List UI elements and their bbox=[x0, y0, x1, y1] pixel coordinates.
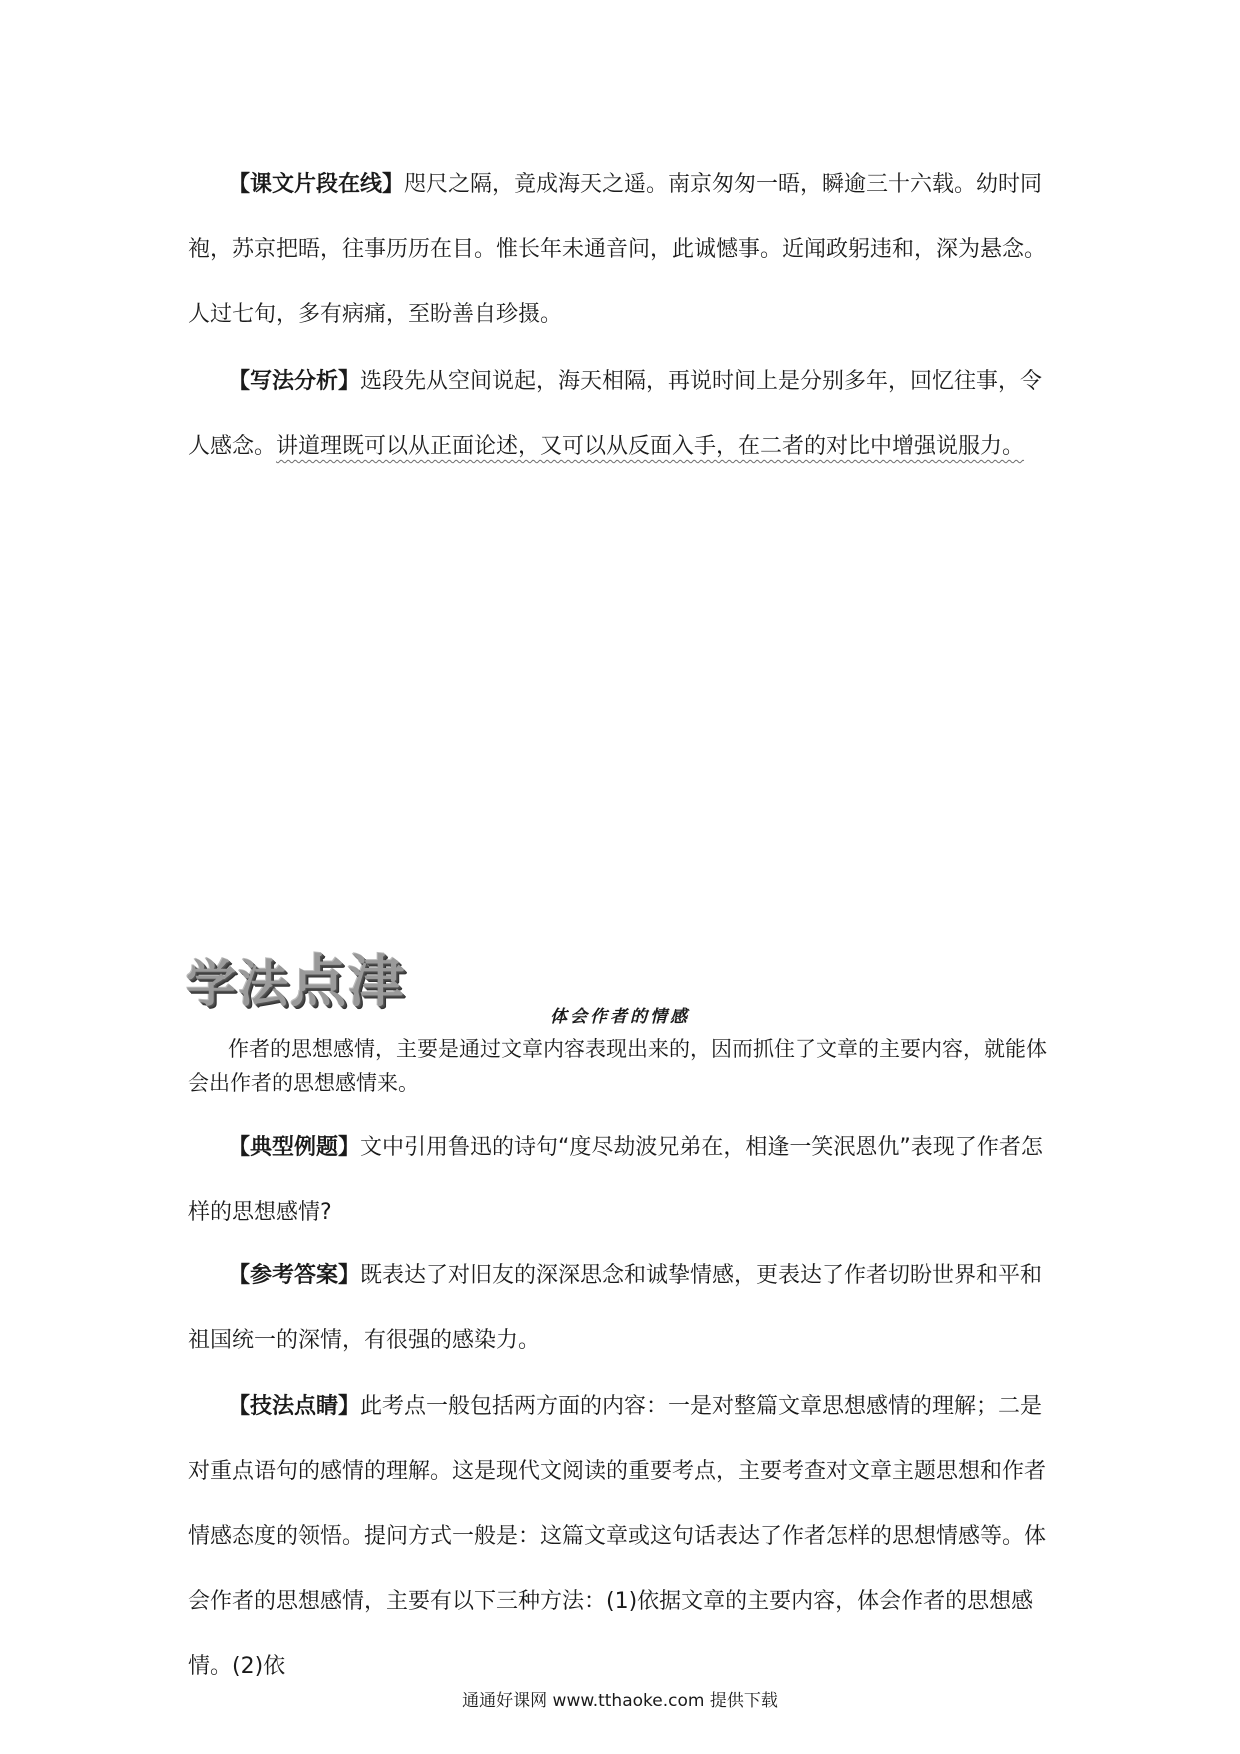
lesson-excerpt-text: 咫尺之隔，竟成海天之遥。南京匆匆一晤，瞬逾三十六载。幼时同袍，苏京把晤，往事历历在目。惟长年未通音问，此诚憾事。近闻政躬违和，深为悬念。人过七旬，多有病痛，至盼善自珍摄。 bbox=[188, 172, 1047, 327]
reference-answer-paragraph bbox=[188, 1243, 1058, 1373]
reference-answer-text: 既表达了对旧友的深深思念和诚挚情感，更表达了作者切盼世界和平和祖国统一的深情，有很强的感染力。 bbox=[188, 1263, 1043, 1353]
section-title-part2: 点津 bbox=[290, 949, 406, 1015]
example-question-text: 文中引用鲁迅的诗句“度尽劫波兄弟在，相逢一笑泯恩仇”表现了作者怎样的思想感情? bbox=[188, 1135, 1043, 1225]
lesson-excerpt-paragraph bbox=[188, 152, 1058, 347]
section-subtitle: 体会作者的情感 bbox=[550, 1007, 690, 1027]
section-intro-paragraph bbox=[188, 1032, 1058, 1100]
example-question-tag: 【典型例题】 bbox=[228, 1135, 361, 1160]
writing-analysis-text: 选段先从空间说起，海天相隔，再说时间上是分别多年，回忆往事，令人感念。 bbox=[188, 369, 1043, 459]
page-footer: 通通好课网 www.tthaoke.com 提供下载 bbox=[462, 1691, 778, 1711]
section-title-part1: 学法 bbox=[186, 954, 290, 1013]
technique-tips-text: 此考点一般包括两方面的内容：一是对整篇文章思想感情的理解；二是对重点语句的感情的理解。这是现代文阅读的重要考点，主要考查对文章主题思想和作者情感态度的领悟。提问方式一般是：这篇文章或这句话表达了作者怎样的思想情感等。体会作者的思想感情，主要有以下三种方法：(1)依据文章的主要内容，体会作者的思想感情。(2)依 bbox=[188, 1394, 1047, 1679]
technique-tips-paragraph bbox=[188, 1374, 1058, 1699]
section-intro-text: 作者的思想感情，主要是通过文章内容表现出来的，因而抓住了文章的主要内容，就能体会出作者的思想感情来。 bbox=[188, 1037, 1047, 1095]
example-question-paragraph bbox=[188, 1115, 1058, 1245]
technique-tips-tag: 【技法点睛】 bbox=[228, 1394, 361, 1419]
writing-analysis-tag: 【写法分析】 bbox=[228, 369, 361, 394]
reference-answer-tag: 【参考答案】 bbox=[228, 1263, 361, 1288]
writing-analysis-underlined-text: 讲道理既可以从正面论述，又可以从反面入手，在二者的对比中增强说服力。 bbox=[276, 434, 1025, 459]
writing-analysis-paragraph bbox=[188, 349, 1058, 479]
lesson-excerpt-tag: 【课文片段在线】 bbox=[228, 172, 405, 197]
